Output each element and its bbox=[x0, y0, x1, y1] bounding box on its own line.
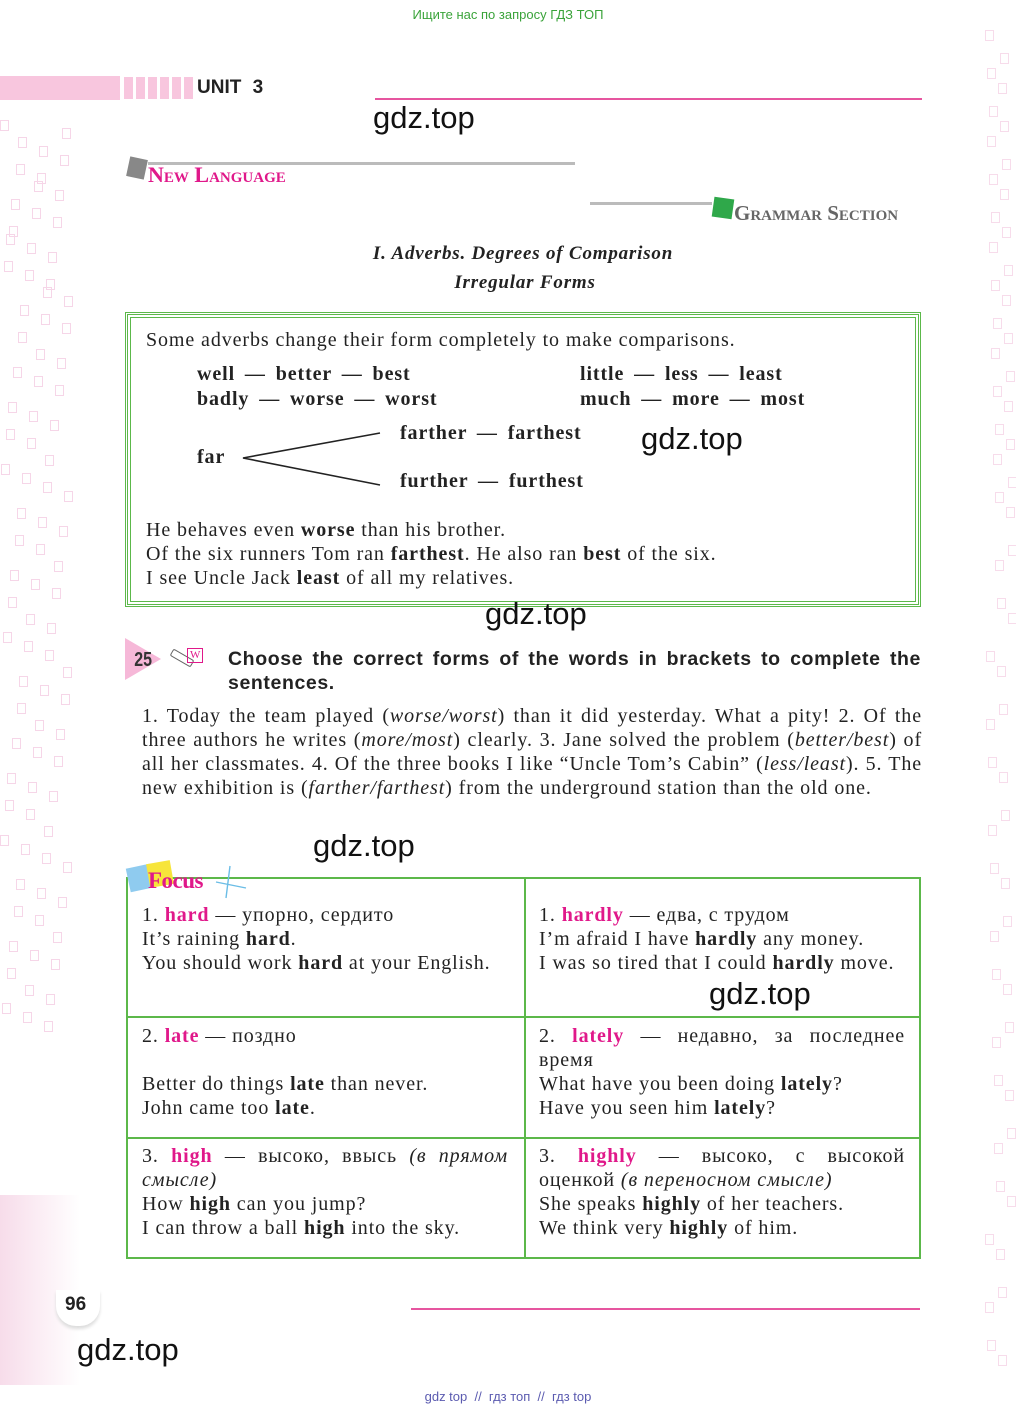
unit-header-bar bbox=[0, 76, 120, 100]
form-well: well — better — best bbox=[197, 363, 411, 385]
decor-square bbox=[55, 190, 64, 201]
decor-square bbox=[64, 491, 73, 502]
decor-square bbox=[12, 738, 21, 749]
text-segment: — высоко, с высокой оценкой bbox=[539, 1145, 905, 1191]
text-segment: can you jump? bbox=[230, 1193, 367, 1215]
writing-letter: W bbox=[187, 648, 203, 663]
decor-square bbox=[997, 598, 1006, 609]
italic-text: farther/farthest bbox=[308, 777, 446, 799]
text-segment: than his brother. bbox=[355, 519, 506, 541]
far-branch-lines bbox=[240, 430, 385, 490]
text-segment: ? bbox=[832, 1073, 843, 1095]
decor-square bbox=[1000, 53, 1009, 64]
decor-square bbox=[1004, 333, 1013, 344]
bold-word: hardly bbox=[772, 952, 835, 974]
text-segment: Of the six runners Tom ran bbox=[146, 543, 391, 565]
decor-square bbox=[998, 83, 1007, 94]
focus-cell-highly bbox=[525, 1134, 919, 1250]
decor-square bbox=[995, 492, 1004, 503]
watermark: gdz.top bbox=[485, 596, 587, 631]
unit-label: UNIT 3 bbox=[197, 77, 264, 98]
bold-word: farthest bbox=[390, 543, 465, 565]
form-badly: badly — worse — worst bbox=[197, 388, 438, 410]
decor-square bbox=[58, 897, 67, 908]
decor-square bbox=[35, 720, 44, 731]
decor-square bbox=[52, 588, 61, 599]
decor-square bbox=[53, 932, 62, 943]
text-segment: — едва, с трудом bbox=[623, 904, 790, 926]
decor-square bbox=[35, 915, 44, 926]
decor-square bbox=[1, 464, 10, 475]
decor-square bbox=[25, 985, 34, 996]
decor-square bbox=[993, 454, 1002, 465]
decor-square bbox=[46, 994, 55, 1005]
text-segment: 1. Today the team played ( bbox=[142, 705, 390, 727]
decor-square bbox=[42, 853, 51, 864]
pencil-writing-icon bbox=[170, 648, 204, 670]
decor-square bbox=[34, 376, 43, 387]
exercise-instruction: Choose the correct forms of the words in brackets to complete the sentences. bbox=[228, 648, 921, 694]
decor-square bbox=[998, 1287, 1007, 1298]
example-line bbox=[146, 518, 717, 542]
italic-text: worse/worst bbox=[389, 705, 498, 727]
grammar-examples bbox=[146, 518, 717, 590]
decor-square bbox=[49, 791, 58, 802]
italic-text: better/best bbox=[794, 729, 890, 751]
text-segment: It’s raining bbox=[142, 928, 246, 950]
decor-square bbox=[1008, 613, 1016, 624]
decor-square bbox=[995, 560, 1004, 571]
text-segment: ? bbox=[766, 1097, 776, 1119]
decor-square bbox=[55, 385, 64, 396]
text-segment: — недавно, за последнее время bbox=[539, 1025, 905, 1071]
bold-word: late bbox=[290, 1073, 325, 1095]
text-segment: . bbox=[290, 928, 297, 950]
decor-square bbox=[1008, 477, 1016, 488]
headword: late bbox=[164, 1025, 200, 1047]
text-segment: I see Uncle Jack bbox=[146, 567, 297, 589]
decor-square bbox=[990, 863, 999, 874]
decor-square bbox=[63, 667, 72, 678]
decor-square bbox=[14, 906, 23, 917]
watermark: gdz.top bbox=[709, 976, 811, 1011]
text-segment: — поздно bbox=[199, 1025, 297, 1047]
unit-header-squares bbox=[124, 77, 194, 99]
decor-square bbox=[61, 694, 70, 705]
decor-square bbox=[985, 1234, 994, 1245]
headword: highly bbox=[577, 1145, 637, 1167]
focus-cell-hard bbox=[128, 893, 522, 985]
section-new-language: New Language bbox=[148, 162, 286, 187]
text-segment: move. bbox=[834, 952, 895, 974]
decor-square bbox=[986, 719, 995, 730]
text-segment: at your English. bbox=[343, 952, 491, 974]
decor-square bbox=[62, 323, 71, 334]
decor-square bbox=[989, 106, 998, 117]
decor-square bbox=[59, 526, 68, 537]
exercise-number: 25 bbox=[134, 649, 153, 671]
decor-square bbox=[1005, 1022, 1014, 1033]
decor-square bbox=[1000, 189, 1009, 200]
grammar-subtitle: Irregular Forms bbox=[454, 272, 596, 293]
text-segment: ) of all her classmates. 4. Of the three books I like “Uncle Tom’s Cabin” ( bbox=[142, 729, 923, 775]
text-segment: What have you been doing bbox=[539, 1073, 781, 1095]
decor-square bbox=[5, 800, 14, 811]
bold-word: least bbox=[296, 567, 341, 589]
decor-square bbox=[16, 164, 25, 175]
text-segment: — высоко, ввысь bbox=[212, 1145, 410, 1167]
decor-square bbox=[8, 597, 17, 608]
focus-cell-high bbox=[128, 1134, 522, 1250]
text-segment: 1. bbox=[142, 904, 165, 926]
bold-word: late bbox=[275, 1097, 310, 1119]
decor-square bbox=[987, 1340, 996, 1351]
text-segment: I can throw a ball bbox=[142, 1217, 305, 1239]
headword: lately bbox=[572, 1025, 625, 1047]
decor-square bbox=[22, 473, 31, 484]
decor-square bbox=[39, 146, 48, 157]
decor-square bbox=[988, 757, 997, 768]
text-segment: 2. bbox=[539, 1025, 573, 1047]
decor-square bbox=[11, 199, 20, 210]
decor-square bbox=[40, 685, 49, 696]
text-segment: into the sky. bbox=[345, 1217, 461, 1239]
text-segment: We think very bbox=[539, 1217, 670, 1239]
form-further: further — furthest bbox=[400, 470, 584, 492]
example-line bbox=[146, 566, 717, 590]
decor-square bbox=[986, 651, 995, 662]
decor-square bbox=[6, 429, 15, 440]
decor-square bbox=[26, 614, 35, 625]
decor-square bbox=[44, 826, 53, 837]
italic-text: (в прямом смысле) bbox=[142, 1145, 508, 1191]
decor-square bbox=[34, 181, 43, 192]
decor-square bbox=[51, 959, 60, 970]
text-segment: He behaves even bbox=[146, 519, 301, 541]
decor-square bbox=[44, 1021, 53, 1032]
decor-square bbox=[1006, 371, 1015, 382]
italic-text: (в переносном смысле) bbox=[620, 1169, 833, 1191]
decor-square bbox=[21, 844, 30, 855]
decor-square bbox=[995, 424, 1004, 435]
decor-square bbox=[9, 941, 18, 952]
decor-square bbox=[15, 535, 24, 546]
text-segment: any money. bbox=[757, 928, 865, 950]
decor-square bbox=[993, 318, 1002, 329]
decor-square bbox=[989, 174, 998, 185]
text-segment: . He also ran bbox=[464, 543, 584, 565]
decor-square bbox=[993, 386, 1002, 397]
decor-square bbox=[1006, 439, 1015, 450]
decor-square bbox=[3, 632, 12, 643]
footer-line bbox=[411, 1308, 920, 1310]
page-number: 96 bbox=[65, 1294, 87, 1315]
focus-cell-late bbox=[128, 1014, 522, 1130]
decor-square bbox=[63, 862, 72, 873]
decor-square bbox=[43, 482, 52, 493]
bold-word: hardly bbox=[695, 928, 758, 950]
decor-square bbox=[41, 314, 50, 325]
decor-square bbox=[54, 756, 63, 767]
decor-square bbox=[1002, 159, 1011, 170]
decor-square bbox=[54, 561, 63, 572]
bold-word: high bbox=[189, 1193, 231, 1215]
decor-square bbox=[1002, 227, 1011, 238]
decor-square bbox=[56, 729, 65, 740]
watermark: gdz.top bbox=[77, 1332, 179, 1367]
form-far: far bbox=[197, 446, 226, 468]
text-segment: . bbox=[309, 1097, 316, 1119]
decor-square bbox=[36, 349, 45, 360]
decor-square bbox=[1007, 1196, 1016, 1207]
text-segment: 1. bbox=[539, 904, 562, 926]
bold-word: hard bbox=[245, 928, 291, 950]
decor-square bbox=[36, 544, 45, 555]
decor-square bbox=[985, 30, 994, 41]
grammar-title: I. Adverbs. Degrees of Comparison bbox=[372, 243, 674, 264]
decor-square bbox=[1007, 1128, 1016, 1139]
grammar-section-icon bbox=[712, 197, 735, 220]
decor-square bbox=[60, 155, 69, 166]
forms-left bbox=[197, 362, 437, 411]
decor-square bbox=[28, 782, 37, 793]
text-segment: of all my relatives. bbox=[340, 567, 515, 589]
top-banner[interactable]: Ищите нас по запросу ГДЗ ТОП bbox=[412, 7, 604, 22]
decor-square bbox=[994, 1075, 1003, 1086]
bold-word: highly bbox=[642, 1193, 701, 1215]
decor-square bbox=[1004, 401, 1013, 412]
decor-square bbox=[996, 1249, 1005, 1260]
decor-square bbox=[1008, 545, 1016, 556]
text-segment: 3. bbox=[142, 1145, 172, 1167]
decor-square bbox=[999, 772, 1008, 783]
decor-square bbox=[32, 208, 41, 219]
watermark: gdz.top bbox=[373, 100, 475, 135]
headword: high bbox=[171, 1145, 213, 1167]
text-segment: She speaks bbox=[539, 1193, 643, 1215]
text-segment: You should work bbox=[142, 952, 299, 974]
text-segment: of him. bbox=[728, 1217, 799, 1239]
focus-cell-lately bbox=[525, 1014, 919, 1130]
form-farther: farther — farthest bbox=[400, 422, 582, 444]
decor-square bbox=[13, 367, 22, 378]
watermark: gdz.top bbox=[313, 828, 415, 863]
bold-word: worse bbox=[300, 519, 356, 541]
decor-square bbox=[998, 1355, 1007, 1366]
decor-square bbox=[31, 579, 40, 590]
headword: hardly bbox=[561, 904, 624, 926]
text-segment: ). 5. The new exhibition is ( bbox=[142, 753, 922, 799]
decor-square bbox=[1002, 295, 1011, 306]
text-segment: John came too bbox=[142, 1097, 276, 1119]
text-segment: How bbox=[142, 1193, 190, 1215]
grammar-intro: Some adverbs change their form completely to make comparisons. bbox=[146, 329, 736, 351]
decor-square bbox=[1006, 507, 1015, 518]
text-segment: ) from the underground station than the old one. bbox=[445, 777, 872, 799]
decor-square bbox=[992, 1037, 1001, 1048]
decor-square bbox=[24, 641, 33, 652]
form-little: little — less — least bbox=[580, 363, 783, 385]
decor-square bbox=[990, 931, 999, 942]
decor-square bbox=[62, 128, 71, 139]
decor-square bbox=[1001, 810, 1010, 821]
decor-square bbox=[1003, 916, 1012, 927]
decor-square bbox=[987, 68, 996, 79]
decor-square bbox=[997, 666, 1006, 677]
decor-square bbox=[18, 137, 27, 148]
decor-square bbox=[19, 676, 28, 687]
decor-square bbox=[17, 508, 26, 519]
bold-word: highly bbox=[669, 1217, 729, 1239]
focus-cell-hardly bbox=[525, 893, 919, 985]
decor-square bbox=[10, 570, 19, 581]
decor-square bbox=[1000, 121, 1009, 132]
example-line bbox=[146, 542, 717, 566]
decor-square bbox=[0, 120, 9, 131]
decor-square bbox=[7, 968, 16, 979]
decor-square bbox=[30, 950, 39, 961]
footer-links[interactable]: gdz top // гдз топ // гдз top bbox=[424, 1389, 592, 1404]
bold-word: lately bbox=[780, 1073, 833, 1095]
decor-square bbox=[47, 623, 56, 634]
decor-square bbox=[26, 809, 35, 820]
decor-square bbox=[16, 879, 25, 890]
decor-square bbox=[50, 420, 59, 431]
decor-square bbox=[18, 332, 27, 343]
bold-word: high bbox=[304, 1217, 346, 1239]
decor-square bbox=[17, 703, 26, 714]
text-segment: I was so tired that I could bbox=[539, 952, 773, 974]
decor-square bbox=[8, 402, 17, 413]
right-decoration bbox=[985, 30, 1016, 1380]
decor-square bbox=[20, 305, 29, 316]
decor-square bbox=[27, 438, 36, 449]
decor-square bbox=[991, 348, 1000, 359]
italic-text: less/least bbox=[763, 753, 846, 775]
decor-square bbox=[29, 411, 38, 422]
decor-square bbox=[33, 747, 42, 758]
decor-square bbox=[985, 1302, 994, 1313]
decor-square bbox=[992, 969, 1001, 980]
bold-word: hard bbox=[298, 952, 344, 974]
forms-right bbox=[580, 362, 805, 411]
focus-label: Focus bbox=[148, 868, 203, 893]
headword: hard bbox=[164, 904, 210, 926]
italic-text: more/most bbox=[361, 729, 454, 751]
text-segment: ) clearly. 3. Jane solved the problem ( bbox=[453, 729, 795, 751]
decor-square bbox=[1001, 878, 1010, 889]
section-grammar: Grammar Section bbox=[734, 201, 899, 225]
decor-square bbox=[999, 704, 1008, 715]
decor-square bbox=[994, 1143, 1003, 1154]
text-segment: I’m afraid I have bbox=[539, 928, 696, 950]
decor-square bbox=[37, 888, 46, 899]
decor-square bbox=[45, 650, 54, 661]
decor-square bbox=[1003, 984, 1012, 995]
decor-square bbox=[38, 517, 47, 528]
text-segment: 3. bbox=[539, 1145, 578, 1167]
exercise-text bbox=[142, 704, 922, 800]
decor-square bbox=[996, 1181, 1005, 1192]
decor-square bbox=[53, 217, 62, 228]
text-segment: Have you seen him bbox=[539, 1097, 715, 1119]
text-segment: of her teachers. bbox=[701, 1193, 845, 1215]
form-much: much — more — most bbox=[580, 388, 806, 410]
text-segment: of the six. bbox=[621, 543, 717, 565]
decor-square bbox=[2, 1003, 11, 1014]
decor-square bbox=[987, 136, 996, 147]
decor-square bbox=[988, 825, 997, 836]
decor-square bbox=[0, 835, 9, 846]
text-segment: ) than it did yesterday. What a pity! 2. Of the three authors he writes ( bbox=[142, 705, 922, 751]
bold-word: best bbox=[583, 543, 622, 565]
text-segment: — упорно, сердито bbox=[209, 904, 395, 926]
bold-word: lately bbox=[714, 1097, 767, 1119]
watermark: gdz.top bbox=[641, 421, 743, 456]
decor-square bbox=[64, 296, 73, 307]
decor-square bbox=[23, 1012, 32, 1023]
grammar-line bbox=[590, 202, 712, 205]
text-segment: 2. bbox=[142, 1025, 165, 1047]
new-language-icon bbox=[126, 156, 148, 179]
decor-square bbox=[45, 455, 54, 466]
decor-square bbox=[991, 212, 1000, 223]
decor-square bbox=[7, 773, 16, 784]
decor-square bbox=[1005, 1090, 1014, 1101]
text-segment: than never. bbox=[324, 1073, 429, 1095]
decor-square bbox=[57, 358, 66, 369]
text-segment: Better do things bbox=[142, 1073, 291, 1095]
